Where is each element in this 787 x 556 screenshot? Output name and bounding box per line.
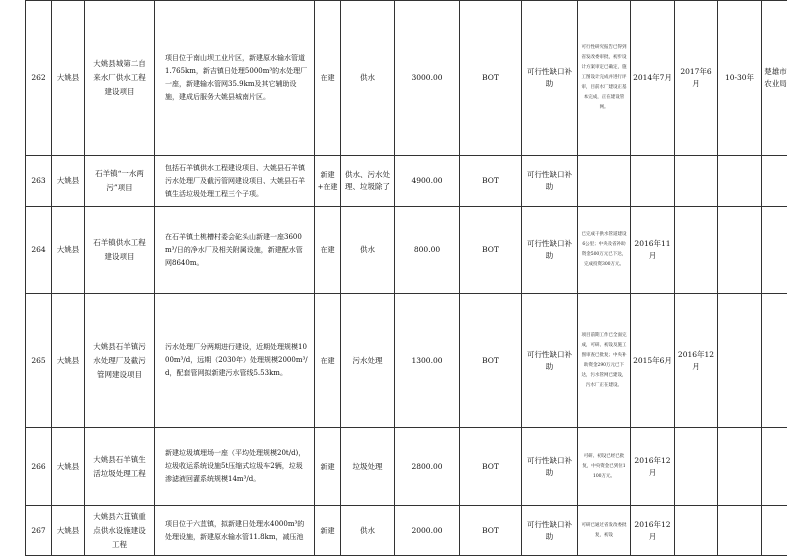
start-date-cell: 2016年12月	[631, 428, 675, 506]
row-number: 263	[26, 156, 52, 207]
investment-cell: 4900.00	[395, 156, 460, 207]
county-cell: 大姚县	[52, 428, 85, 506]
construction-type-cell: 新建+在建	[315, 156, 341, 207]
implementing-agency-cell	[762, 428, 787, 506]
table-row	[26, 428, 787, 506]
project-description-cell: 包括石羊镇供水工程建设项目、大姚县石羊镇污水处理厂及截污管网建设项目、大姚县石羊镇生活垃圾处理工程三个子项。	[155, 156, 315, 207]
cooperation-period-cell	[718, 207, 762, 294]
implementing-agency-cell: 楚雄市农业局	[762, 1, 787, 156]
return-mechanism-cell: 可行性缺口补助	[522, 156, 578, 207]
county-cell: 大姚县	[52, 207, 85, 294]
progress-cell: 可研已通过省发改委批复，初设	[578, 506, 631, 556]
investment-cell: 800.00	[395, 207, 460, 294]
implementing-agency-cell	[762, 506, 787, 556]
cooperation-period-cell	[718, 294, 762, 428]
investment-cell: 2000.00	[395, 506, 460, 556]
investment-cell: 1300.00	[395, 294, 460, 428]
category-cell: 污水处理	[341, 294, 395, 428]
table-row	[26, 207, 787, 294]
progress-cell	[578, 156, 631, 207]
cooperation-period-cell	[718, 506, 762, 556]
end-date-cell: 2016年12月	[675, 294, 718, 428]
progress-cell: 可行性研究报告已得到省发改委审批，初步设计方案审定已确定，施工图设计完成并进行评审，目前水厂建设正基本完成，正在建设管网。	[578, 1, 631, 156]
county-cell: 大姚县	[52, 506, 85, 556]
investment-cell: 3000.00	[395, 1, 460, 156]
table-row	[26, 506, 787, 556]
project-description-cell: 在石羊镇土桃槽村委会砣头山新建一座3600m³/日的净水厂及相关附属设施，新建配水管网8640m。	[155, 207, 315, 294]
table-row	[26, 156, 787, 207]
cooperation-period-cell: 10-30年	[718, 1, 762, 156]
project-name-cell: 石羊镇“一水两污”项目	[85, 156, 155, 207]
return-mechanism-cell: 可行性缺口补助	[522, 1, 578, 156]
project-description-cell: 新建垃圾填埋场一座（平均处理规模20t/d)，垃圾收运系统设施5t压缩式垃圾车2辆，垃圾渗滤液回灌系统规模14m³/d。	[155, 428, 315, 506]
end-date-cell	[675, 428, 718, 506]
return-mechanism-cell: 可行性缺口补助	[522, 506, 578, 556]
operation-mode-cell: BOT	[460, 1, 522, 156]
project-name-cell: 大姚县石羊镇生活垃圾处理工程	[85, 428, 155, 506]
return-mechanism-cell: 可行性缺口补助	[522, 207, 578, 294]
progress-cell: 已完成干供水管道建设6公里；中央及省补助资金500万元已下达，完成投资300万元。	[578, 207, 631, 294]
implementing-agency-cell	[762, 207, 787, 294]
end-date-cell	[675, 207, 718, 294]
end-date-cell: 2017年6月	[675, 1, 718, 156]
start-date-cell: 2015年6月	[631, 294, 675, 428]
project-description-cell: 污水处理厂分两期进行建设，近期处理规模1000m³/d，远期（2030年）处理规模2000m³/d，配套管网拟新建污水管线5.53km。	[155, 294, 315, 428]
construction-type-cell: 在建	[315, 207, 341, 294]
county-cell: 大姚县	[52, 1, 85, 156]
project-table	[25, 0, 787, 556]
cooperation-period-cell	[718, 428, 762, 506]
county-cell: 大姚县	[52, 294, 85, 428]
operation-mode-cell: BOT	[460, 207, 522, 294]
category-cell: 供水	[341, 506, 395, 556]
project-description-cell: 项目位于六苴镇，拟新建日处理水4000m³的处理设施，新建原水输水管11.8km，减压池	[155, 506, 315, 556]
county-cell: 大姚县	[52, 156, 85, 207]
operation-mode-cell: BOT	[460, 156, 522, 207]
construction-type-cell: 在建	[315, 1, 341, 156]
operation-mode-cell: BOT	[460, 428, 522, 506]
category-cell: 供水	[341, 1, 395, 156]
table-row	[26, 294, 787, 428]
operation-mode-cell: BOT	[460, 506, 522, 556]
category-cell: 供水	[341, 207, 395, 294]
start-date-cell: 2016年11月	[631, 207, 675, 294]
project-name-cell: 石羊镇供水工程建设项目	[85, 207, 155, 294]
row-number: 262	[26, 1, 52, 156]
row-number: 264	[26, 207, 52, 294]
end-date-cell	[675, 506, 718, 556]
operation-mode-cell: BOT	[460, 294, 522, 428]
construction-type-cell: 新建	[315, 428, 341, 506]
construction-type-cell: 在建	[315, 294, 341, 428]
progress-cell: 项目前期工作已全面完成，可研、初设及施工图审查已批复；中央补助资金290万元已下达，污水管网已建设，污水厂正在建设。	[578, 294, 631, 428]
project-name-cell: 大姚县石羊镇污水处理厂及截污管网建设项目	[85, 294, 155, 428]
return-mechanism-cell: 可行性缺口补助	[522, 428, 578, 506]
investment-cell: 2800.00	[395, 428, 460, 506]
return-mechanism-cell: 可行性缺口补助	[522, 294, 578, 428]
start-date-cell: 2016年12月	[631, 506, 675, 556]
project-name-cell: 大姚县城第二自来水厂供水工程建设项目	[85, 1, 155, 156]
implementing-agency-cell	[762, 156, 787, 207]
table-row	[26, 1, 787, 156]
cooperation-period-cell	[718, 156, 762, 207]
row-number: 265	[26, 294, 52, 428]
category-cell: 垃圾处理	[341, 428, 395, 506]
category-cell: 供水、污水处理、垃圾除了	[341, 156, 395, 207]
row-number: 267	[26, 506, 52, 556]
progress-cell: 可研、初设已经已批复，中央资金已到位1100万元。	[578, 428, 631, 506]
row-number: 266	[26, 428, 52, 506]
end-date-cell	[675, 156, 718, 207]
project-description-cell: 项目位于南山坝工业片区，新建原水输水管道1.765km，新吉镇日处理5000m³的水处理厂一座，新建输水管网35.9km及其它辅助设施，建成后服务大姚县城南片区。	[155, 1, 315, 156]
project-name-cell: 大姚县六苴镇重点供水设施建设工程	[85, 506, 155, 556]
construction-type-cell: 新建	[315, 506, 341, 556]
start-date-cell: 2014年7月	[631, 1, 675, 156]
implementing-agency-cell	[762, 294, 787, 428]
start-date-cell	[631, 156, 675, 207]
